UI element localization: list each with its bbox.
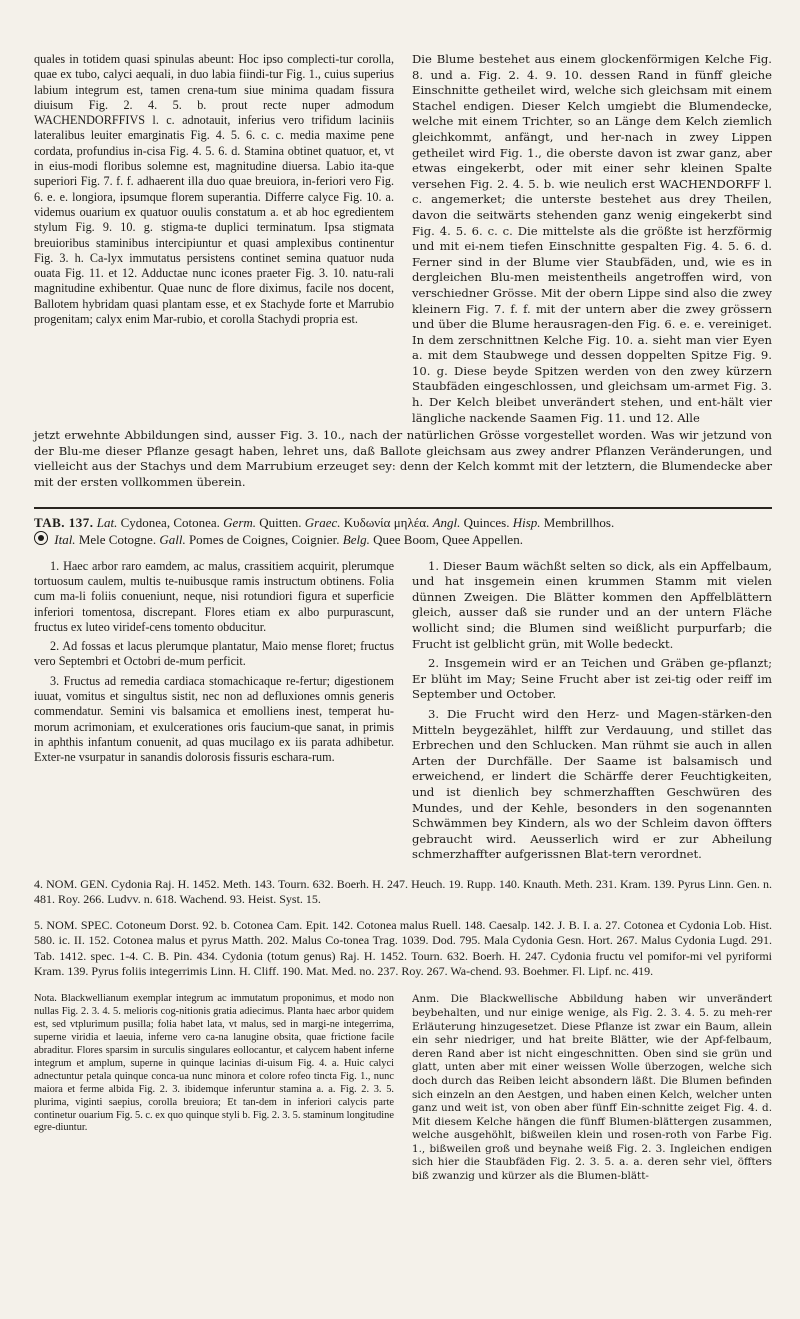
german-paragraph-2: 2. Insgemein wird er an Teichen und Gräben ge-pflanzt; Er blüht im May; Seine Frucht aber ist zei-tig oder reiff im September und October.	[412, 656, 772, 702]
german-paragraph-3: 3. Die Frucht wird den Herz- und Magen-stärken-den Mitteln beygezählet, hilfft zur Verdauung, und stillet das Erbrechen und den Schlucken. Man rühmt sie auch in allen Arten der Durchfälle. Der Saame ist balsamisch und erweichend, er lindert die Schärffe derer Feuchtigkeiten, und ist dienlich bey schmerzhafften Geschwüren des Mundes, und der Kehle, besonders in den sogenannten Schwämmen bey Kindern, als wo der Schleim davon öffters gebraucht wird. Aeusserlich wird er zur Abheilung schmerzhaffter aufgerissnen Blat-tern verordnet.	[412, 706, 772, 862]
lat-name: Cydonea, Cotonea.	[120, 514, 220, 530]
german-paragraph-1: 1. Dieser Baum wächßt selten so dick, als ein Apffelbaum, und hat insgemein einen krummen Stamm mit vielen dünnen Zweigen. Die Blätter kommen den Apffelblättern gleich, ausser daß sie runder und an der untern Fläche wollicht sind; die Blumen sind weißlicht purpurfarb; die Frucht ist gelblicht grün, mit Wolle bedeckt.	[412, 558, 772, 651]
nota-latin: Nota. Blackwellianum exemplar integrum ac immutatum proponimus, et modo non nullas Fig. 2. 3. 4. 5. melioris cog-nitionis gratia adiecimus. Planta haec arbor quidem est, sed vtplurimum pusilla; folia habet lata, vt malus, sed in margi-ne integerrima, superne viridia et laeuia, inferne vero ca-na lanugine obsita, quae frictione facile abraditur. Flores sparsim in surculis singulares eollocantur, et calycem habent inferne integrum et amplum, superne in quinque lacinias di-uisum Fig. 4. a. Huic calyci adnectuntur petala quinque conca-ua nunc minora et colore rofeo tincta Fig. 1., nunc maiora et ferme albida Fig. 2. 3. ibidemque inferuntur stamina a. a. Fig. 2. 3. 5. plurima, viginti saepius, corolla breuiora; Et tan-dem in inferiori calycis parte continetur ouarium Fig. 5. c. ex quo quinque styli b. Fig. 2. 3. 5. staminum longitudine egre-diuntur.	[34, 993, 394, 1134]
angl-label: Angl.	[432, 514, 461, 530]
graec-label: Graec.	[304, 514, 341, 530]
top-columns	[34, 52, 772, 426]
angl-name: Quinces.	[463, 514, 510, 530]
hisp-name: Membrillhos.	[543, 514, 615, 530]
latin-paragraph-2: 2. Ad fossas et lacus plerumque plantatur, Maio mense floret; fructus vero Septembri et Octobri de-mum perficit.	[34, 639, 394, 669]
belg-label: Belg.	[342, 532, 370, 548]
top-latin-text: quales in totidem quasi spinulas abeunt: Hoc ipso complecti-tur corolla, quae ex tubo, calyci aequali, in duo labia fiindi-tur Fig. 1., cuius superius labium integrum est, tamen crena-tum siue minima quadam fissura diuisum Fig. 2. 4. 5. b. prout recte nuper admodum WACHENDORFFIVS l. c. adnotauit, inferius vero trifidum laciniis lateralibus leuiter emarginatis Fig. 4. 5. 6. c. c. media maxime pene cordata, profundius in-cisa Fig. 4. 5. 6. d. Stamina obtinet quatuor, et, vt in eius-modi floribus solemne est, magnitudine diuersa. Labio ita-que superiori Fig. 7. f. f. adhaerent illa duo quae breuiora, in-feriori vero Fig. 6. e. e. longiora, ipsumque florem superantia. Differre calyce Fig. 10. a. videmus ouarium ex quatuor ouulis constatum a. et ab hoc egredientem stylum Fig. 9. 10. g. stigma-te duplici terminatum. Ipsa stigmata breuioribus staminibus intercipiuntur et quasi amplexibus continentur Fig. 3. h. Ca-lyx immutatus persistens continet semina quatuor nuda ouata Fig. 11. et 12. Adductae nunc icones praeter Fig. 3. 10. natu-rali magnitudine exhibentur. Quae nunc de flore diximus, facile nos docent, Ballotem hybridam quasi plantam esse, et ex Stachyde forte et Marrubio progenitam; calyx enim Mar-rubio, et corolla Stachydi propria est.	[34, 52, 394, 327]
top-german-text: Die Blume bestehet aus einem glockenförmigen Kelche Fig. 8. und a. Fig. 2. 4. 9. 10. dessen Rand in fünff gleiche Einschnitte getheilet wird, welche sich gleichsam mit einem Stachel endigen. Dieser Kelch umgiebt die Blumendecke, welche mit einem Trichter, so an Länge dem Kelch ziemlich gleichkommt, anfängt, und her-nach in zwey Lippen getheilet wird Fig. 1., die oberste davon ist zwar ganz, aber etwas eingekerbt, oder mit einer sehr kleinen Spalte versehen Fig. 2. 4. 5. b. wie neulich erst WACHENDORFF l. c. angemerket; die unterste bestehet aus drey Theilen, davon die seitwärts stehenden ganz wenig eingekerbt sind Fig. 4. 5. 6. c. c. Die mittelste als die größte ist herzförmig und mit ei-nem tiefen Einschnitte gespalten Fig. 4. 5. 6. d. Ferner sind in der Blume vier Staubfäden, und, wie es in dergleichen Blu-men meistentheils angetroffen wird, von verschiedner Grösse. Mit der obern Lippe sind also die zwey kleinern Fig. 7. f. f. mit der untern aber die zwey grössern und über die Blume herausragen-den Fig. 6. e. e. vereiniget. In dem zerschnittnen Kelche Fig. 10. a. sieht man vier Eyen a. mit dem Staubwege und dessen doppelten Spitze Fig. 9. 10. g. Diese beyde Spitzen werden von den zwey kürzern Staubfäden eingeschlossen, und gleichsam um-armet Fig. 3. h. Der Kelch bleibet unverändert stehen, und ent-hält vier längliche nackende Saamen Fig. 11. und 12. Alle	[412, 52, 772, 425]
notes-columns	[34, 993, 772, 1183]
perennial-symbol-icon	[34, 531, 48, 545]
latin-paragraph-1: 1. Haec arbor raro eamdem, ac malus, crassitiem acquirit, plerumque tortuosum caulem, multis te-nuibusque ramis instructum obtinens. Folia cum ma-li foliis conueniunt, neque, nisi rotundiori figura et superficie inferiori tomentosa, discrepant. Flores etiam ex albo purpurascunt, fructus ex luteo viridef-cens tomento obducitur.	[34, 558, 394, 634]
hisp-label: Hisp.	[512, 514, 541, 530]
latin-description	[34, 559, 394, 867]
graec-name: Κυδωνία μηλέα.	[343, 514, 430, 530]
species-nomenclature: 5. NOM. SPEC. Cotoneum Dorst. 92. b. Cotonea Cam. Epit. 142. Cotonea malus Ruell. 148. Caesalp. 142. J. B. I. a. 27. Cotonea et Cydonia Lob. Hist. 580. ic. II. 152. Cotonea malus et pyrus Matth. 202. Malus Co-tonea Trag. 1039. Dod. 795. Mala Cydonia Gesn. Hort. 267. Malus Cydonia Lugd. 291. Tab. 1412. spec. 1-4. C. B. Pin. 434. Cydonia (totum genus) Raj. H. 1452. Tourn. 632. Boerh. H. 247. Cydonia fructu vel pomifor-mi vel pyriformi Kram. 139. Pyrus foliis integerrimis Linn. H. Cliff. 190. Mat. Med. no. 237. Roy. 267. Wa-chend. 93. Boehmer. Fl. Lipf. nc. 419.	[34, 917, 772, 978]
nota-german: Anm. Die Blackwellische Abbildung haben wir unverändert beybehalten, und nur einige wenige, als Fig. 2. 3. 4. 5. zu meh-rer Erläuterung hinzugesetzet. Diese Pflanze ist zwar ein Baum, allein ein sehr niedriger, und hat breite Blätter, wie der Apf-felbaum, deren Rand aber ist nicht eingeschnitten. Oben sind sie grün und glatt, unten aber mit einer weissen Wolle überzogen, welche sich doch durch das Reiben leicht absondern läßt. Die Blumen befinden sich einzeln an den Aestgen, und haben einen Kelch, welcher unten ganz und weit ist, von oben aber fünff Ein-schnitte zeiget Fig. 4. d. Mit diesem Kelche hängen die fünff Blumen-blättergen zusammen, welche ausgehöhlt, bißweilen klein und rosen-roth von Farbe Fig. 1., bißweilen groß und beynahe weiß Fig. 2. 3. Ingleichen endigen sich hier die Staubfäden Fig. 2. 3. 5. a. a. deren sehr viel, öffters biß zwanzig und kürzer als die Blumen-blätt-	[412, 993, 772, 1183]
gall-label: Gall.	[159, 532, 186, 548]
ital-name: Mele Cotogne.	[78, 532, 157, 548]
latin-paragraph-3: 3. Fructus ad remedia cardiaca stomachicaque re-fertur; digestionem iuuat, vomitus et singultus sistit, nec non ad defluxiones omnis generis commendatur. Semini vis balsamica et emolliens inest, temperat hu-morum acrimoniam, et exulcerationes oris faucium-que sanat, in primis in aphthis infantum conuenit, ad quas mucilago ex iis parata adhibetur. Exter-ne vsurpatur in sanandis dolorosis fissuris eschara-rum.	[34, 673, 394, 765]
gall-name: Pomes de Coignes, Coignier.	[188, 532, 340, 548]
ital-label: Ital.	[54, 532, 76, 548]
germ-label: Germ.	[223, 514, 257, 530]
germ-name: Quitten.	[259, 514, 302, 530]
genus-nomenclature: 4. NOM. GEN. Cydonia Raj. H. 1452. Meth. 143. Tourn. 632. Boerh. H. 247. Heuch. 19. Rupp. 140. Knauth. Meth. 231. Kram. 139. Pyrus Linn. Gen. n. 481. Roy. 266. Ludvv. n. 618. Wachend. 93. Heist. Syst. 15.	[34, 876, 772, 907]
belg-name: Quee Boom, Quee Appellen.	[373, 532, 523, 548]
german-description	[412, 559, 772, 867]
section-divider	[34, 507, 772, 509]
top-german-continuation: jetzt erwehnte Abbildungen sind, ausser Fig. 3. 10., nach der natürlichen Grösse vorgestellet worden. Was wir jetzund von der Blu-me dieser Pflanze gesagt haben, lehret uns, daß Ballote gleichsam aus zwey andrer Pflanzen Veränderungen, und vielleicht aus der Stachys und dem Marrubium erzeuget sey: denn der Kelch kommt mit der letztern, die Blumendecke aber mit der ersten vollkommen überein.	[34, 428, 772, 490]
plate-number: TAB. 137.	[34, 514, 94, 530]
plate-header	[34, 515, 772, 549]
description-columns	[34, 559, 772, 867]
lat-label: Lat.	[96, 514, 118, 530]
